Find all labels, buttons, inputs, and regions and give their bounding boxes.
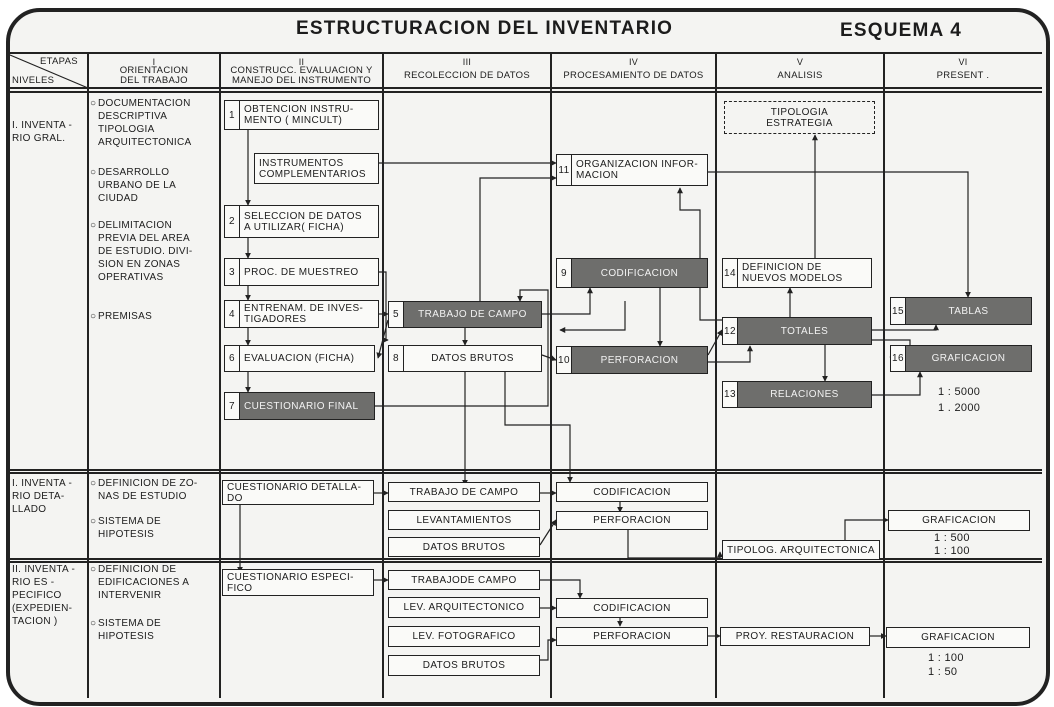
box-number: 12 [723,318,738,344]
col-num-6: VI [958,57,968,67]
box-1-obtencion-instrumento [224,100,379,130]
box-number: 11 [557,155,572,185]
box-number: 1 [225,101,240,129]
level-especifico: II. INVENTA - RIO ES - PECIFICO (EXPEDIEN- TACION ) [12,564,76,627]
box-label: PERFORACION [593,631,671,642]
box-number: 6 [225,346,240,371]
box-label: CUESTIONARIO DETALLA- DO [227,481,362,504]
box-especifico-codificacion [556,598,708,618]
col-num-5: V [796,57,804,67]
box-tipologia-arquitectonica [722,540,880,560]
orientation-item: PREMISAS [98,311,153,322]
box-14-definicion-nuevos-modelos [722,258,872,288]
box-13-relaciones [722,381,872,408]
level-detallado: I. INVENTA - RIO DETA- LLADO [12,478,73,515]
col-label-6: PRESENT . [936,70,990,81]
box-label: RELACIONES [770,389,839,400]
box-label: PERFORACION [593,515,671,526]
box-lev-arquitectonico [388,597,540,618]
scale-label: 1 : 100 [934,545,970,557]
bullet-icon: ○ [90,564,97,575]
box-label: LEV. FOTOGRAFICO [412,631,516,642]
box-number: 7 [225,393,240,419]
bullet-icon: ○ [90,618,97,629]
box-detallado-perforacion [556,511,708,530]
diagram-title: ESTRUCTURACION DEL INVENTARIO [296,18,674,39]
box-4-entrenamiento [224,300,379,328]
box-16-graficacion [890,345,1032,372]
box-cuestionario-especifico [222,569,374,596]
box-label: TRABAJO DE CAMPO [418,309,527,320]
col-num-2: II [298,57,305,67]
bullet-icon: ○ [90,478,97,489]
box-number: 16 [891,346,906,371]
box-tipologia-estrategia [724,101,875,134]
orientation-item: DEFINICION DE ZO- NAS DE ESTUDIO [98,478,198,502]
box-2-seleccion-datos [224,205,379,238]
col-label-5: ANALISIS [777,70,823,81]
box-cuestionario-detallado [222,480,374,505]
col-num-1: I [152,57,156,67]
box-label: INSTRUMENTOS COMPLEMENTARIOS [259,157,366,180]
orientation-item: DESARROLLO URBANO DE LA CIUDAD [98,167,177,204]
orientation-item: DEFINICION DE EDIFICACIONES A INTERVENIR [98,564,190,601]
box-label: GRAFICACION [931,353,1006,364]
box-6-evaluacion [224,345,375,372]
box-label: TABLAS [948,305,989,317]
box-7-cuestionario-final [224,392,375,420]
box-number: 5 [389,302,404,327]
box-number: 10 [557,347,572,373]
box-detallado-datos-brutos [388,537,540,557]
box-number: 14 [723,259,738,287]
box-number: 13 [723,382,738,407]
box-label: TOTALES [780,325,829,337]
box-label: GRAFICACION [921,632,995,643]
box-label: CODIFICACION [593,602,671,614]
box-label: DATOS BRUTOS [422,541,506,553]
box-detallado-graficacion [888,510,1030,531]
box-label: TIPOLOGIA ESTRATEGIA [766,106,833,129]
col-label-3: RECOLECCION DE DATOS [403,70,530,81]
orientation-item: DOCUMENTACION DESCRIPTIVA TIPOLOGIA ARQUITECTONICA [98,98,192,148]
box-detallado-trabajo-campo [388,482,540,502]
box-number: 4 [225,301,240,327]
box-detallado-codificacion [556,482,708,502]
box-detallado-levantamientos [388,510,540,530]
bullet-icon: ○ [90,220,97,231]
level-general: I. INVENTA - RIO GRAL. [12,120,73,144]
box-10-perforacion [556,346,708,374]
box-3-proc-muestreo [224,258,379,286]
box-especifico-graficacion [886,627,1030,648]
bullet-icon: ○ [90,311,97,322]
box-12-totales [722,317,872,345]
box-label: TRABAJODE CAMPO [411,574,517,586]
bullet-icon: ○ [90,516,97,527]
box-lev-fotografico [388,626,540,647]
box-8-datos-brutos [388,345,542,372]
box-especifico-perforacion [556,627,708,646]
scale-label: 1 : 100 [928,652,964,664]
col-label-4: PROCESAMIENTO DE DATOS [563,70,704,81]
box-number: 15 [891,298,906,324]
box-number: 3 [225,259,240,285]
scale-label: 1 : 50 [928,666,958,678]
scale-label: 1 : 5000 [938,386,981,398]
box-label: SELECCION DE DATOS A UTILIZAR( FICHA) [244,210,362,233]
box-label: OBTENCION INSTRU- MENTO ( MINCULT) [244,104,354,126]
box-label: DATOS BRUTOS [422,660,506,671]
box-label: ORGANIZACION INFOR- MACION [576,159,699,181]
col-num-4: IV [628,57,639,67]
corner-niveles: NIVELES [12,75,55,86]
box-label: CUESTIONARIO ESPECI- FICO [227,571,354,594]
box-label: GRAFICACION [922,515,996,526]
col-label-1: ORIENTACION DEL TRABAJO [119,65,189,86]
box-proy-restauracion [720,627,870,646]
box-label: PROY. RESTAURACION [735,631,855,642]
box-label: TRABAJO DE CAMPO [409,486,519,498]
scheme-label: ESQUEMA 4 [840,20,963,41]
box-label: CODIFICACION [593,486,671,498]
box-label: ENTRENAM. DE INVES- TIGADORES [244,303,364,325]
box-label: CUESTIONARIO FINAL [244,400,359,412]
box-label: PERFORACION [600,354,679,366]
box-label: PROC. DE MUESTREO [244,266,359,278]
box-number: 2 [225,206,240,237]
box-instrumentos-complementarios [254,153,379,184]
orientation-item: SISTEMA DE HIPOTESIS [98,516,162,540]
corner-etapas: ETAPAS [40,56,78,67]
box-11-organizacion-informacion [556,154,708,186]
box-label: EVALUACION (FICHA) [244,353,355,364]
box-9-codificacion [556,258,708,288]
scale-label: 1 : 500 [934,532,970,544]
col-label-2: CONSTRUCC. EVALUACION Y MANEJO DEL INSTRUMENTO [230,65,373,86]
box-label: TIPOLOG. ARQUITECTONICA [727,544,875,556]
box-label: DEFINICION DE NUEVOS MODELOS [742,262,843,284]
orientation-item: SISTEMA DE HIPOTESIS [98,618,162,642]
box-label: LEVANTAMIENTOS [416,514,512,526]
box-especifico-datos-brutos [388,655,540,676]
box-5-trabajo-de-campo [388,301,542,328]
box-number: 9 [557,259,572,287]
box-number: 8 [389,346,404,371]
bullet-icon: ○ [90,98,97,109]
orientation-item: DELIMITACION PREVIA DEL AREA DE ESTUDIO. DIVI- SION EN ZONAS OPERATIVAS [98,220,193,283]
col-num-3: III [462,57,472,67]
box-15-tablas [890,297,1032,325]
scale-label: 1 . 2000 [938,402,981,414]
box-label: DATOS BRUTOS [431,353,514,364]
box-label: CODIFICACION [600,267,679,279]
bullet-icon: ○ [90,167,97,178]
box-label: LEV. ARQUITECTONICO [403,602,525,613]
box-especifico-trabajo-campo [388,570,540,590]
